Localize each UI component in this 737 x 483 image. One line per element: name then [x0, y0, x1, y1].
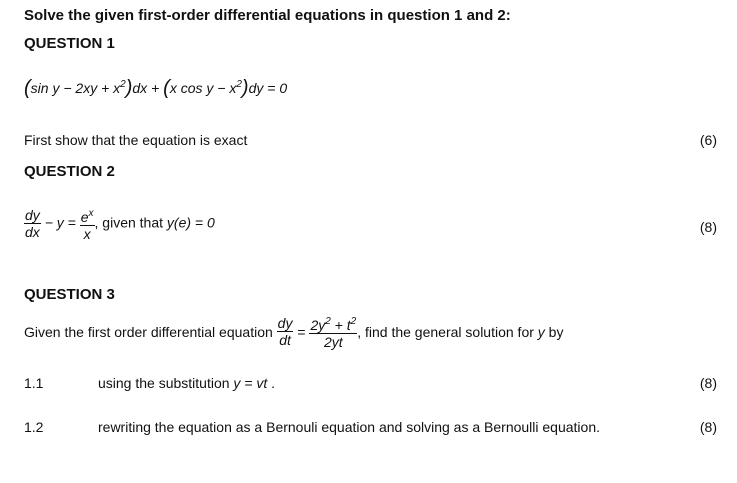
- q3-item-2-number: 1.2: [24, 419, 44, 435]
- question-3-heading: QUESTION 3: [24, 286, 115, 303]
- q3-frac2-den: 2yt: [309, 333, 357, 350]
- q3-item-2-marks: (8): [699, 419, 717, 435]
- q2-rhs-fraction: [80, 206, 95, 242]
- question-2-heading: QUESTION 2: [24, 163, 115, 180]
- q2-given: , given that: [94, 214, 167, 231]
- q1-eq-sup1: 2: [120, 79, 126, 90]
- q1-eq-part2: x cos y − x: [169, 80, 237, 96]
- question-1-text: First show that the equation is exact: [24, 132, 248, 148]
- q3-item-1-text: [98, 375, 275, 391]
- q1-eq-part1: sin y − 2xy + x: [30, 80, 121, 96]
- question-1-heading: QUESTION 1: [24, 35, 115, 52]
- close-paren-1: ): [125, 77, 133, 99]
- q3-frac2-num-sup1: 2: [325, 316, 331, 327]
- q3-var: y: [537, 324, 545, 340]
- question-2-equation: [24, 206, 215, 242]
- q3-item-1-label: using the substitution: [98, 375, 234, 391]
- q3-frac2-num-b: + t: [330, 317, 351, 333]
- instructions-text: Solve the given first-order differential equations in question 1 and 2:: [24, 7, 511, 24]
- q3-item-1-number: 1.1: [24, 375, 44, 391]
- q2-frac2-num: [80, 206, 95, 225]
- question-1-equation: [24, 76, 287, 99]
- q1-eq-sup2: 2: [236, 79, 242, 90]
- q3-item-1-math: y = vt: [233, 375, 268, 391]
- q3-frac2-num: [309, 314, 357, 333]
- close-paren-2: ): [241, 77, 249, 99]
- question-2-marks: (8): [699, 219, 717, 235]
- q2-frac2-sup: x: [88, 208, 94, 219]
- q2-frac2-den: x: [80, 225, 95, 242]
- q3-intro: Given the first order differential equation: [24, 324, 273, 340]
- open-paren-2: (: [163, 77, 170, 99]
- q2-derivative-fraction: [24, 208, 41, 240]
- q3-frac1-num: dy: [277, 315, 293, 331]
- q1-eq-end: dy = 0: [248, 80, 288, 96]
- open-paren-1: (: [24, 77, 31, 99]
- q3-by: by: [544, 324, 564, 340]
- question-3-equation-line: [24, 314, 563, 350]
- q2-condition: y(e) = 0: [166, 214, 215, 231]
- q2-mid: − y =: [44, 214, 76, 231]
- q3-rhs-fraction: [309, 314, 357, 350]
- q3-equals: =: [297, 324, 306, 340]
- q3-after: , find the general solution for: [357, 324, 538, 340]
- q2-frac1-den: dx: [25, 224, 40, 240]
- q1-eq-mid: dx +: [132, 80, 164, 96]
- q3-frac2-num-sup2: 2: [350, 316, 357, 327]
- q3-item-1-tail: .: [267, 375, 276, 391]
- question-1-marks: (6): [699, 132, 717, 148]
- q3-frac2-num-a: 2y: [310, 317, 326, 333]
- q3-derivative-fraction: [277, 316, 294, 348]
- q3-frac1-den: dt: [277, 331, 294, 348]
- q2-frac1-num: dy: [25, 207, 40, 223]
- q2-frac2-base: e: [80, 209, 89, 225]
- q3-item-2-text: rewriting the equation as a Bernouli equation and solving as a Bernoulli equation.: [98, 419, 601, 435]
- q3-item-1-marks: (8): [699, 375, 717, 391]
